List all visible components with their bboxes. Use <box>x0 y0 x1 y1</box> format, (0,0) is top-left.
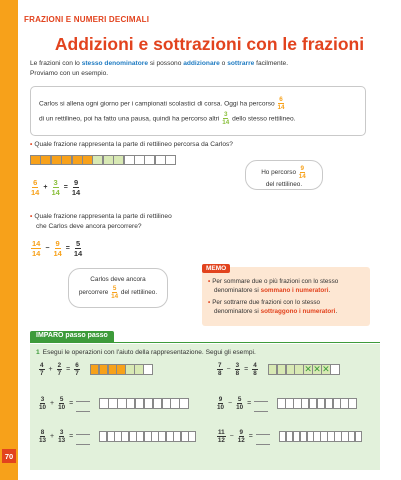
intro-part: Le frazioni con lo <box>30 60 82 67</box>
problem-line2-end: dello stesso rettilineo. <box>232 115 296 123</box>
fraction: $\frac{11}{12}$ <box>217 429 225 444</box>
fraction: $\frac{2}{7}$ <box>57 362 62 377</box>
exercise-row: $\frac{7}{8}$ − $\frac{3}{8}$ = $\frac{4}{8}$ ✕ ✕ ✕ <box>216 362 339 377</box>
fraction: $\frac{5}{10}$ <box>58 396 66 411</box>
fraction-bar-13 <box>99 431 195 442</box>
problem-box <box>30 86 366 136</box>
speech-bubble-1: Ho percorso $\frac{9}{14}$ del rettilineo. <box>245 160 323 190</box>
fraction: $\frac{9}{14}$ <box>53 239 62 258</box>
intro-part: o <box>219 60 228 67</box>
page-side-bar <box>0 0 18 480</box>
intro-line2: Proviamo con un esempio. <box>30 70 109 77</box>
problem-line2: di un rettilineo, poi ha fatto una pausa, quindi ha percorso altri <box>39 115 220 123</box>
memo-item-1: • Per sommare due o più frazioni con lo stesso denominatore si sommano i numeratori. <box>208 278 339 294</box>
question-1: • Quale frazione rappresenta la parte di rettilineo percorsa da Carlos? <box>30 141 233 148</box>
fraction: $\frac{9}{14}$ <box>298 165 306 180</box>
fraction: $\frac{9}{10}$ <box>217 396 225 411</box>
answer-blank[interactable] <box>76 395 90 412</box>
intro-keyword: stesso denominatore <box>81 60 149 67</box>
intro-part: si possono <box>148 60 184 67</box>
question-2: • Quale frazione rappresenta la parte di rettilineo che Carlos deve ancora percorrere? <box>30 213 172 230</box>
exercise-row: $\frac{3}{10}$ + $\frac{5}{10}$ = <box>38 395 188 412</box>
fraction: $\frac{9}{12}$ <box>237 429 245 444</box>
fraction: $\frac{3}{10}$ <box>39 396 47 411</box>
equation-2: $\frac{14}{14}$ − $\frac{9}{14}$ = $\frac{5}{14}$ <box>32 239 83 258</box>
fraction: $\frac{9}{14}$ <box>71 178 81 197</box>
fraction-bar-12 <box>279 431 362 442</box>
fraction-bar-10 <box>277 398 356 409</box>
exercise-row: $\frac{11}{12}$ − $\frac{9}{12}$ = <box>216 428 362 445</box>
exercise-row: $\frac{4}{7}$ + $\frac{2}{7}$ = $\frac{6}{7}$ <box>38 362 152 377</box>
fraction: $\frac{4}{7}$ <box>40 362 44 377</box>
problem-line1: Carlos si allena ogni giorno per i campionati scolastici di corsa. Oggi ha percorso <box>39 100 275 108</box>
section-label: FRAZIONI E NUMERI DECIMALI <box>24 15 150 24</box>
fraction: $\frac{5}{14}$ <box>73 239 83 258</box>
fraction-bar-14 <box>30 155 176 165</box>
fraction: $\frac{3}{14}$ <box>51 178 60 197</box>
answer-blank[interactable] <box>256 428 270 445</box>
speech-bubble-2: Carlos deve ancora percorrere $\frac{5}{14}$ del rettilineo. <box>68 268 168 308</box>
fraction-bar-7 <box>90 364 152 375</box>
intro-keyword: addizionare <box>183 60 220 67</box>
memo-box <box>202 267 370 326</box>
exercise-instruction: 1 Esegui le operazioni con l'aiuto della rappresentazione. Segui gli esempi. <box>36 349 256 356</box>
exercise-row: $\frac{9}{10}$ − $\frac{5}{10}$ = <box>216 395 356 412</box>
memo-item-2: • Per sottrarre due frazioni con lo stesso denominatore si sottraggono i numeratori. <box>208 299 338 315</box>
answer-blank[interactable] <box>254 395 268 412</box>
fraction-bar-10 <box>99 398 188 409</box>
fraction: $\frac{3}{8}$ <box>235 362 240 377</box>
fraction-bar-8: ✕ ✕ ✕ <box>268 364 339 375</box>
equation-1: $\frac{6}{14}$ + $\frac{3}{14}$ = $\frac{9}{14}$ <box>31 178 81 197</box>
imparo-tag: IMPARO passo passo <box>30 331 114 343</box>
fraction: $\frac{6}{7}$ <box>75 362 79 377</box>
fraction: $\frac{4}{8}$ <box>253 362 257 377</box>
fraction: $\frac{5}{14}$ <box>111 285 119 300</box>
intro-text <box>30 59 370 79</box>
intro-keyword: sottrarre <box>227 60 255 67</box>
page-title: Addizioni e sottrazioni con le frazioni <box>54 34 365 54</box>
intro-part: facilmente. <box>254 60 289 67</box>
fraction: $\frac{14}{14}$ <box>32 239 41 258</box>
answer-blank[interactable] <box>76 428 90 445</box>
fraction: $\frac{6}{14}$ <box>277 96 285 111</box>
fraction: $\frac{6}{14}$ <box>31 178 40 197</box>
fraction: $\frac{7}{8}$ <box>218 362 222 377</box>
exercise-row: $\frac{8}{13}$ + $\frac{3}{13}$ = <box>38 428 196 445</box>
fraction: $\frac{5}{10}$ <box>236 396 244 411</box>
fraction: $\frac{3}{14}$ <box>222 111 230 126</box>
memo-tag: MEMO <box>202 264 230 273</box>
fraction: $\frac{8}{13}$ <box>39 429 47 444</box>
page-number: 70 <box>2 449 16 463</box>
fraction: $\frac{3}{13}$ <box>58 429 66 444</box>
